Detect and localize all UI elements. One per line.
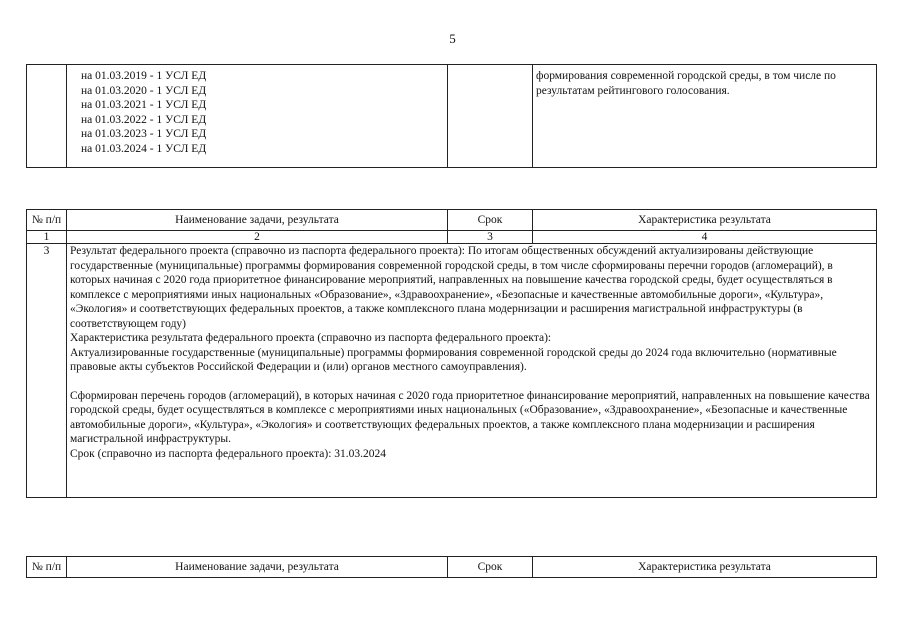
date-line: на 01.03.2020 - 1 УСЛ ЕД	[81, 84, 207, 97]
column-number: 1	[27, 231, 67, 244]
header-row	[27, 557, 877, 578]
cities-paragraph: Сформирован перечень городов (агломераций), в которых начиная с 2020 года приоритетное финансирование мероприятий, направленных на повышение качества городской среды, будет осуществляться в комплексе с мероприятиями иных национальных («Образование», «Здравоохранение», «Безопасные и качественные автомобильные дороги», «Культура», «Экология» и соответствующих федеральных проектов, а также комплексного плана модернизации и расширения магистральной инфраструктуры.	[70, 389, 870, 445]
date-line: на 01.03.2023 - 1 УСЛ ЕД	[81, 128, 207, 140]
header-row	[27, 210, 877, 231]
characteristic-heading: Характеристика результата федерального проекта (справочно из паспорта федерального проекта):	[70, 332, 552, 344]
date-line: на 01.03.2021 - 1 УСЛ ЕД	[81, 99, 207, 111]
page-number: 5	[449, 31, 456, 46]
next-table-header	[26, 556, 877, 578]
header-cell: Срок	[448, 210, 533, 231]
paragraph-spacer	[70, 375, 873, 389]
table-cell	[27, 65, 67, 168]
header-cell: № п/п	[27, 210, 67, 231]
column-number: 2	[67, 231, 448, 244]
header-cell: Характеристика результата	[533, 210, 877, 231]
header-cell: Наименование задачи, результата	[67, 557, 448, 578]
date-line: на 01.03.2022 - 1 УСЛ ЕД	[81, 113, 207, 126]
header-cell: Наименование задачи, результата	[67, 210, 448, 231]
row-number: 3	[27, 244, 67, 498]
date-line: на 01.03.2019 - 1 УСЛ ЕД	[81, 70, 207, 82]
column-number-row	[27, 231, 877, 244]
result-paragraph: Результат федерального проекта (справочно из паспорта федерального проекта): По итогам общественных обсуждений актуализированы действующие государственные (муниципальные) программы формирования современной городской среды, в том числе сформированы перечни городов (агломераций), в которых начиная с 2020 года приоритетное финансирование мероприятий, направленных на повышение качества городской среды, будет осуществляться в комплексе с мероприятиями иных национальных «Образование», «Здравоохранение», «Безопасные и качественные автомобильные дороги», «Культура», «Экология» и соответствующих федеральных проектов, а также комплексного плана модернизации и расширения магистральной инфраструктуры (в соответствующем году)	[70, 245, 833, 330]
continuation-table	[26, 64, 877, 168]
column-number: 4	[533, 231, 877, 244]
header-cell: Характеристика результата	[533, 557, 877, 578]
characteristic-paragraph: Актуализированные государственные (муниципальные) программы формирования современной городской среды до 2024 года включительно (нормативные правовые акты субъектов Российской Федерации и (или) органов местного самоуправления).	[70, 346, 837, 373]
header-cell: № п/п	[27, 557, 67, 578]
table-row	[27, 244, 877, 498]
characteristic-cell: формирования современной городской среды, в том числе по результатам рейтингового голосования.	[533, 65, 877, 168]
header-cell: Срок	[448, 557, 533, 578]
column-number: 3	[448, 231, 533, 244]
main-table	[26, 209, 877, 498]
date-line: на 01.03.2024 - 1 УСЛ ЕД	[81, 142, 207, 155]
deadline-paragraph: Срок (справочно из паспорта федерального проекта): 31.03.2024	[70, 447, 387, 460]
row-content	[67, 244, 877, 498]
dates-cell	[67, 65, 448, 168]
table-row	[27, 65, 877, 168]
table-cell	[448, 65, 533, 168]
